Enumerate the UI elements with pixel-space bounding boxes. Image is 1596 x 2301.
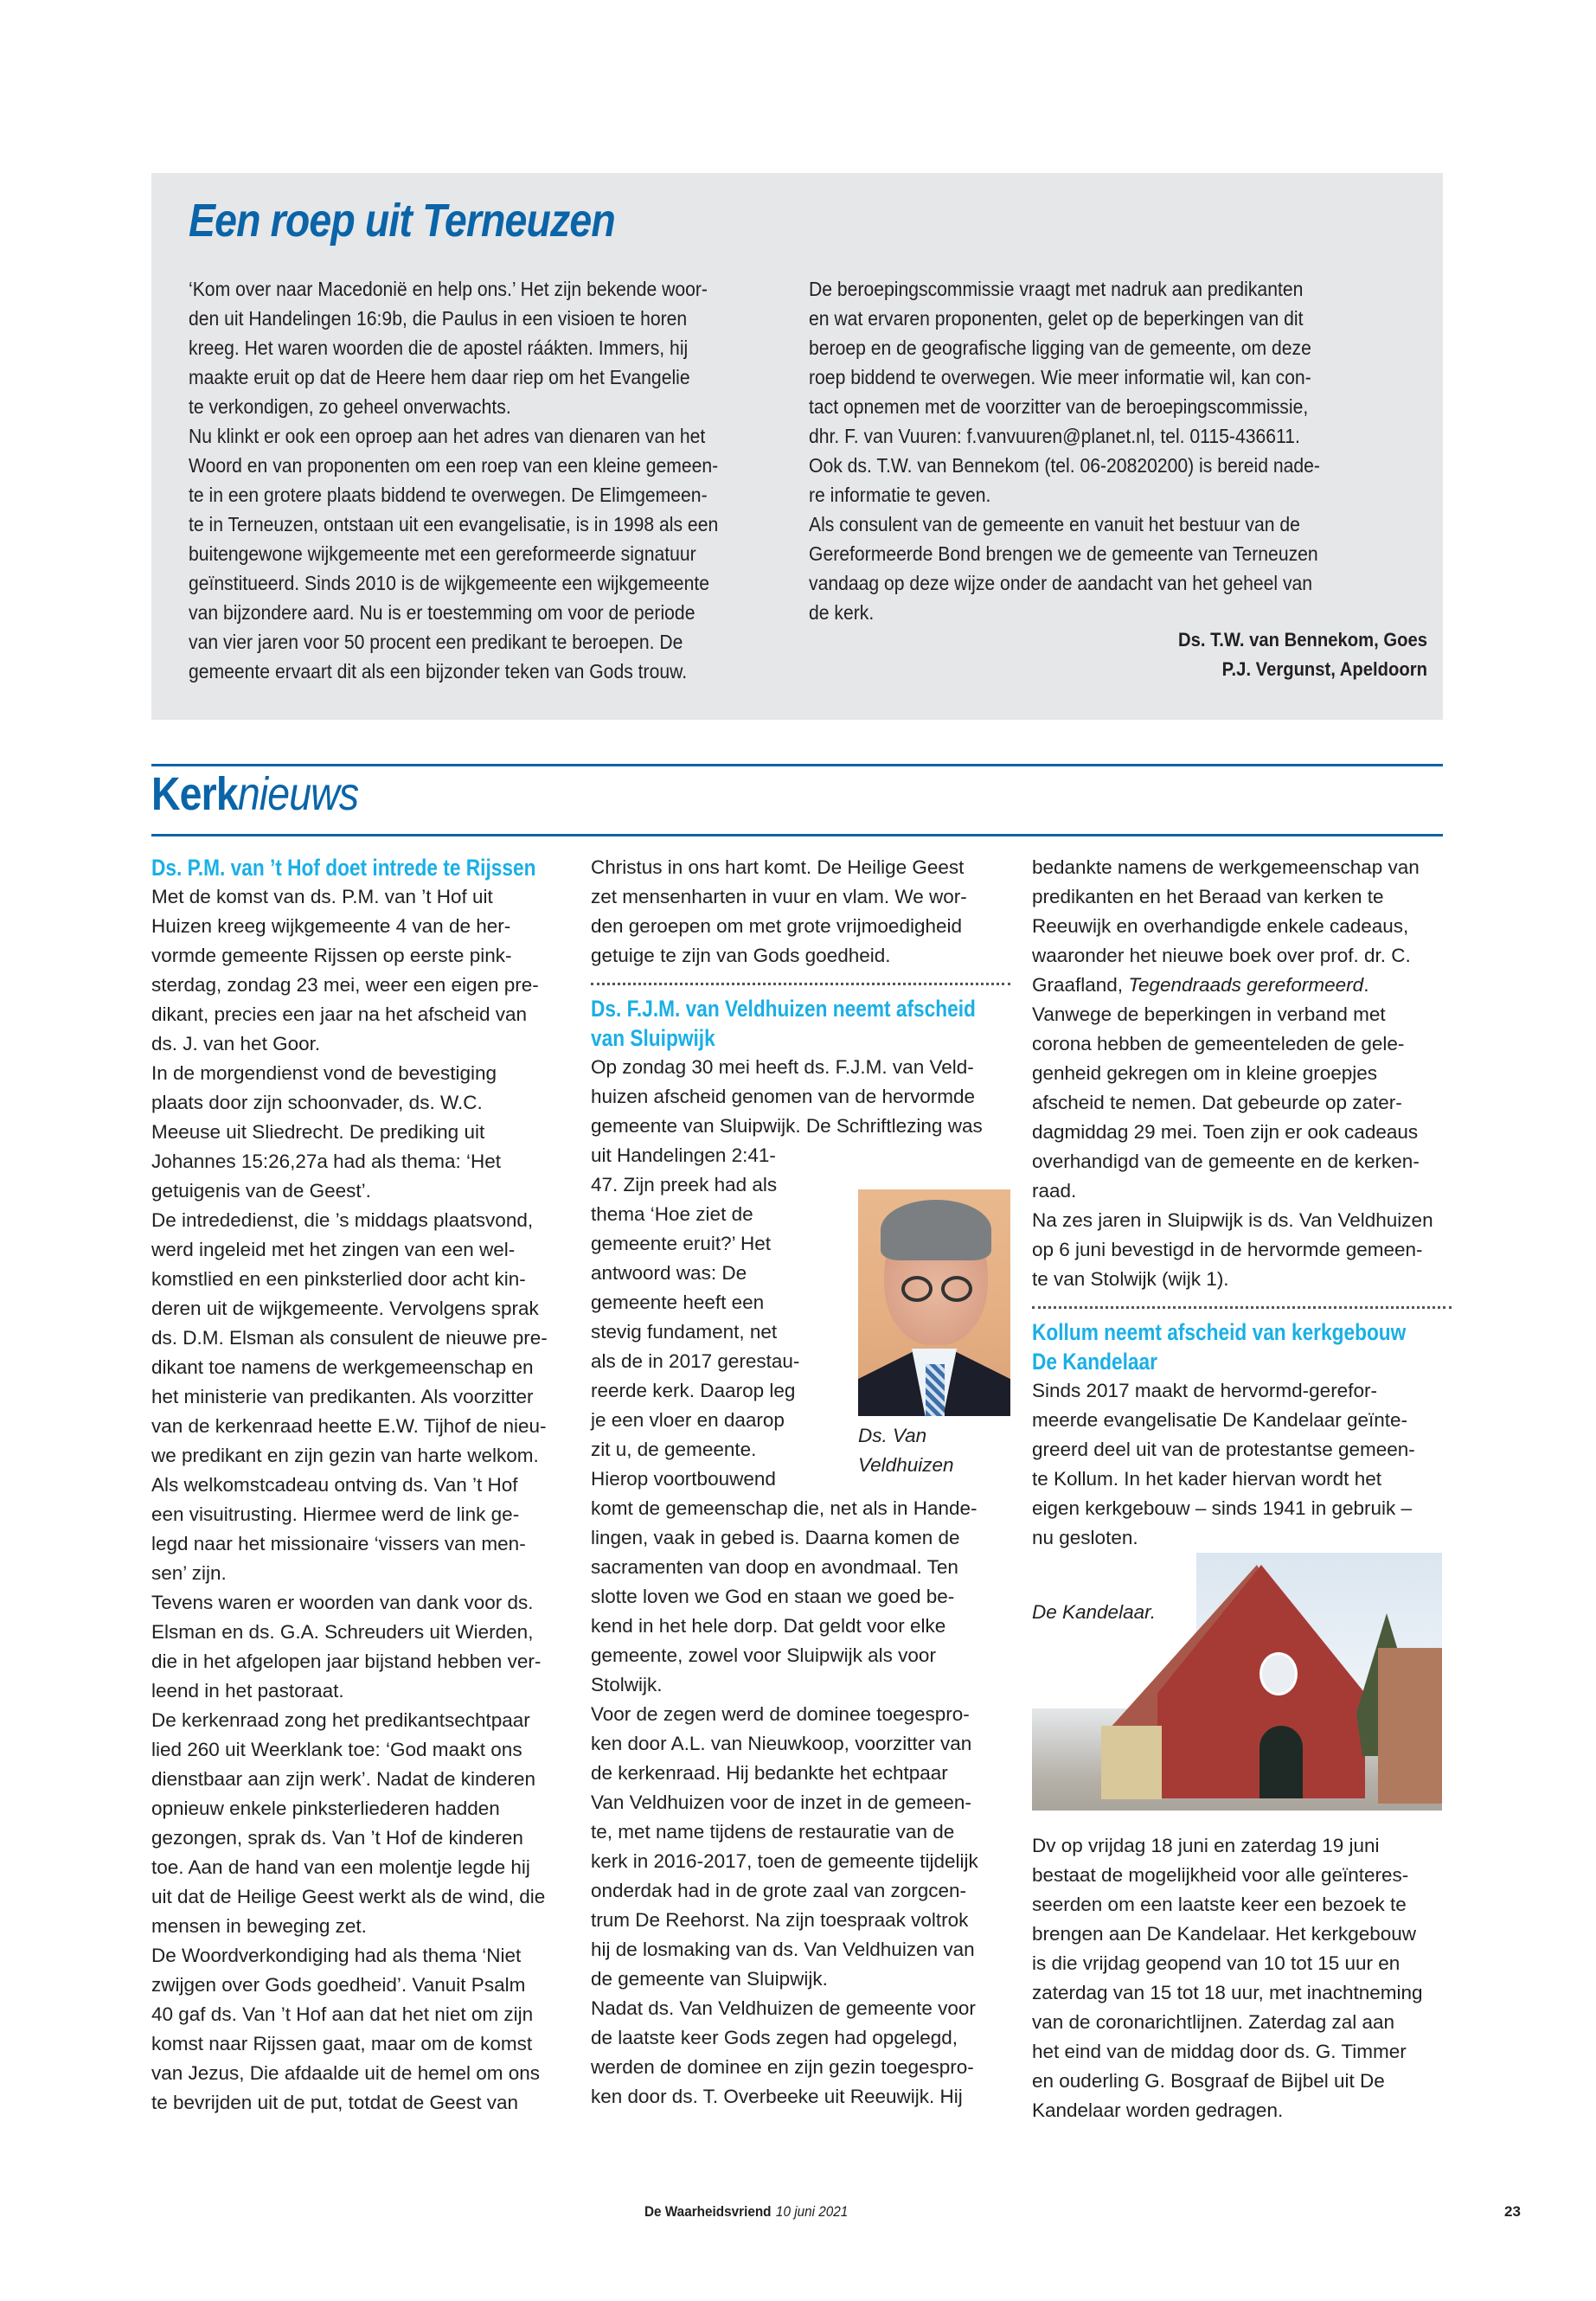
text-line: zet mensenharten in vuur en vlam. We wor- — [591, 886, 967, 907]
church-photo — [1032, 1553, 1442, 1811]
text-line: ds. J. van het Goor. — [151, 1033, 321, 1054]
text-line: te, met name tijdens de restauratie van de — [591, 1821, 955, 1843]
text-line: seerden om een laatste keer een bezoek te — [1032, 1894, 1407, 1915]
dotted-divider-2 — [1032, 1306, 1452, 1309]
article-body-kollum — [1032, 1831, 1452, 2125]
text-line: uit Handelingen 2:41- — [591, 1144, 776, 1166]
text-line: de kerk. — [809, 601, 875, 624]
text-line: Ook ds. T.W. van Bennekom (tel. 06-20820200) is bereid nade- — [809, 454, 1320, 477]
text-line: werden de dominee en zijn gezin toegespro- — [591, 2056, 974, 2078]
text-line: hij de losmaking van ds. Van Veldhuizen van — [591, 1939, 975, 1960]
text-line: De Kandelaar — [1032, 1349, 1157, 1375]
text-line: reerde kerk. Daarop leg — [591, 1380, 796, 1401]
text-line: van Sluipwijk — [591, 1025, 715, 1051]
text-line: greerd deel uit van de protestantse gemeen- — [1032, 1439, 1415, 1460]
article-body-hof-continued — [591, 853, 1010, 971]
text-line: onderdak had in de grote zaal van zorgcen- — [591, 1880, 967, 1901]
text-line: gezongen, sprak ds. Van ’t Hof de kinderen — [151, 1827, 523, 1849]
portrait-glasses-left — [901, 1276, 933, 1302]
text-line: komt de gemeenschap die, net als in Hande- — [591, 1497, 977, 1519]
text-line: roep biddend te overwegen. Wie meer informatie wil, kan con- — [809, 366, 1311, 388]
text-line: ‘Kom over naar Macedonië en help ons.’ Het zijn bekende woor- — [189, 278, 708, 300]
text-line: overhandigd van de gemeente en de kerken- — [1032, 1150, 1420, 1172]
column-2 — [591, 853, 1010, 2112]
text-line: Voor de zegen werd de dominee toegespro- — [591, 1703, 970, 1725]
text-line: sen’ zijn. — [151, 1562, 227, 1584]
text-line: Als welkomstcadeau ontving ds. Van ’t Hof — [151, 1474, 518, 1496]
text-line: raad. — [1032, 1180, 1077, 1202]
portrait-caption — [858, 1421, 1010, 1480]
text-line: De kerkenraad zong het predikantsechtpaar — [151, 1709, 530, 1731]
text-line: ds. D.M. Elsman als consulent de nieuwe pre- — [151, 1327, 548, 1349]
text-line: stevig fundament, net — [591, 1321, 778, 1343]
text-line: en ouderling G. Bosgraaf de Bijbel uit De — [1032, 2070, 1385, 2092]
text-line: mensen in beweging zet. — [151, 1915, 367, 1937]
text-line: dagmiddag 29 mei. Toen zijn er ook cadeaus — [1032, 1121, 1419, 1143]
text-line: 47. Zijn preek had als — [591, 1174, 778, 1195]
text-line: gemeente ervaart dit als een bijzonder teken van Gods trouw. — [189, 660, 688, 683]
text-line: je een vloer en daarop — [591, 1409, 785, 1431]
text-line: kerk in 2016-2017, toen de gemeente tijdelijk — [591, 1850, 978, 1872]
text-line: te Kollum. In het kader hiervan wordt het — [1032, 1468, 1381, 1490]
text-line: het eind van de middag door ds. G. Timmer — [1032, 2041, 1407, 2062]
book-title: Tegendraads gereformeerd — [1128, 974, 1364, 996]
page-number: 23 — [1504, 2203, 1521, 2220]
text-line: De beroepingscommissie vraagt met nadruk aan predikanten — [809, 278, 1304, 300]
text-line: Na zes jaren in Sluipwijk is ds. Van Veldhuizen — [1032, 1209, 1433, 1231]
text-line: ken door A.L. van Nieuwkoop, voorzitter van — [591, 1733, 972, 1754]
portrait-tie — [926, 1364, 945, 1416]
text-line: kreeg. Het waren woorden die de apostel ráákten. Immers, hij — [189, 336, 689, 359]
text-line: gemeente van Sluipwijk. De Schriftlezing was — [591, 1115, 983, 1137]
text-line: waaronder het nieuwe boek over prof. dr. C. — [1032, 945, 1411, 966]
call-box — [151, 173, 1443, 720]
text-line: den uit Handelingen 16:9b, die Paulus in een visioen te horen — [189, 307, 688, 330]
text-line: slotte loven we God en staan we goed be- — [591, 1586, 955, 1607]
book-prefix: Graafland, — [1032, 974, 1129, 996]
text-line: te in een grotere plaats biddend te overwegen. De Elimgemeen- — [189, 484, 708, 506]
text-line: tact opnemen met de voorzitter van de beroepingscommissie, — [809, 395, 1309, 418]
text-line: op 6 juni bevestigd in de hervormde gemeen- — [1032, 1239, 1423, 1260]
text-line: van Jezus, Die afdaalde uit de hemel om ons — [151, 2062, 541, 2084]
box-left-column — [189, 274, 796, 686]
text-line: Sinds 2017 maakt de hervormd-gerefor- — [1032, 1380, 1377, 1401]
church-round-window — [1259, 1652, 1298, 1695]
church-caption: De Kandelaar. — [1032, 1601, 1157, 1623]
church-side-wall — [1101, 1726, 1162, 1799]
text-line: werd ingeleid met het zingen van een wel- — [151, 1239, 516, 1260]
text-line: De intrededienst, die ’s middags plaatsvond, — [151, 1209, 534, 1231]
section-rule-bottom — [151, 834, 1443, 836]
text-line: zwijgen over Gods goedheid’. Vanuit Psalm — [151, 1974, 526, 1996]
text-line: lingen, vaak in gebed is. Daarna komen de — [591, 1527, 960, 1548]
text-line: Ds. Van — [858, 1425, 927, 1446]
text-line: meerde evangelisatie De Kandelaar geïnte- — [1032, 1409, 1408, 1431]
text-line: dienstbaar aan zijn werk’. Nadat de kinderen — [151, 1768, 536, 1790]
article-body-hof — [151, 882, 571, 2118]
text-line: is die vrijdag geopend van 10 tot 15 uur en — [1032, 1952, 1401, 1974]
text-line: Als consulent van de gemeente en vanuit het bestuur van de — [809, 513, 1300, 535]
text-line: te bevrijden uit de put, totdat de Geest van — [151, 2092, 519, 2113]
publication-date: 10 juni 2021 — [775, 2203, 849, 2220]
portrait-figure — [839, 1170, 1010, 1494]
text-line: zaterdag van 15 tot 18 uur, met inachtneming — [1032, 1982, 1423, 2003]
box-right-column — [809, 274, 1424, 627]
text-line: Van Veldhuizen voor de inzet in de gemeen- — [591, 1791, 971, 1813]
text-line: Stolwijk. — [591, 1674, 663, 1695]
text-line: de kerkenraad. Hij bedankte het echtpaar — [591, 1762, 948, 1784]
text-line: ken door ds. T. Overbeeke uit Reeuwijk. Hij — [591, 2086, 963, 2107]
text-line: die in het afgelopen jaar bijstand hebben ver- — [151, 1650, 542, 1672]
text-line: deren uit de wijkgemeente. Vervolgens sprak — [151, 1298, 539, 1319]
text-line: De Woordverkondiging had als thema ‘Niet — [151, 1945, 522, 1966]
text-line: nu gesloten. — [1032, 1527, 1138, 1548]
text-line: afscheid te nemen. Dat gebeurde op zater- — [1032, 1092, 1402, 1113]
text-line: opnieuw enkele pinksterliederen hadden — [151, 1798, 500, 1819]
text-line: maakte eruit op dat de Heere hem daar riep om het Evangelie — [189, 366, 690, 388]
text-line: huizen afscheid genomen van de hervormde — [591, 1086, 976, 1107]
text-line: kend in het hele dorp. Dat geldt voor elke — [591, 1615, 946, 1637]
text-line: Ds. F.J.M. van Veldhuizen neemt afscheid — [591, 996, 976, 1022]
text-line: zit u, de gemeente. — [591, 1439, 757, 1460]
text-line: Hierop voortbouwend — [591, 1468, 776, 1490]
text-line: re informatie te geven. — [809, 484, 991, 506]
text-line: beroep en de geografische ligging van de gemeente, om deze — [809, 336, 1311, 359]
text-line: te van Stolwijk (wijk 1). — [1032, 1268, 1229, 1290]
article-wrap-text — [591, 1170, 839, 1494]
text-line: gemeente eruit?’ Het — [591, 1233, 772, 1254]
text-line: thema ‘Hoe ziet de — [591, 1203, 753, 1225]
book-line — [1032, 971, 1452, 1000]
portrait-glasses-right — [941, 1276, 972, 1302]
text-line: genheid gekregen om in kleine groepjes — [1032, 1062, 1378, 1084]
text-line: Gereformeerde Bond brengen we de gemeente van Terneuzen — [809, 542, 1318, 565]
publication-name: De Waarheidsvriend — [644, 2203, 772, 2220]
church-figure — [1032, 1553, 1452, 1812]
dotted-divider — [591, 983, 1010, 985]
column-1 — [151, 853, 571, 2118]
book-suffix: . — [1363, 974, 1369, 996]
section-title — [151, 767, 358, 821]
article-intro-kollum — [1032, 1376, 1452, 1553]
text-line: Johannes 15:26,27a had als thema: ‘Het — [151, 1150, 502, 1172]
text-line: bestaat de mogelijkheid voor alle geïnteres- — [1032, 1864, 1409, 1886]
text-line: legd naar het missionaire ‘vissers van men- — [151, 1533, 526, 1554]
text-line: Huizen kreeg wijkgemeente 4 van de her- — [151, 915, 511, 937]
text-line: Op zondag 30 mei heeft ds. F.J.M. van Veld- — [591, 1056, 974, 1078]
section-title-bold: Kerk — [151, 768, 238, 820]
neighbor-wall — [1378, 1648, 1442, 1804]
text-line: den geroepen om met grote vrijmoedigheid — [591, 915, 963, 937]
text-line: dhr. F. van Vuuren: f.vanvuuren@planet.nl, tel. 0115-436611. — [809, 425, 1300, 447]
text-line: Christus in ons hart komt. De Heilige Geest — [591, 856, 965, 878]
text-line: van de coronarichtlijnen. Zaterdag zal aan — [1032, 2011, 1395, 2033]
box-title: Een roep uit Terneuzen — [189, 195, 615, 247]
portrait-hair — [881, 1200, 991, 1260]
text-line: te verkondigen, zo geheel onverwachts. — [189, 395, 511, 418]
text-line: uit dat de Heilige Geest werkt als de wind, die — [151, 1886, 546, 1907]
section-rule-top — [151, 764, 1443, 766]
text-line: brengen aan De Kandelaar. Het kerkgebouw — [1032, 1923, 1417, 1945]
article-headline-veldhuizen — [591, 994, 976, 1053]
article-body-veldhuizen-cont — [1032, 853, 1452, 971]
text-line: predikanten en het Beraad van kerken te — [1032, 886, 1384, 907]
text-line: komst naar Rijssen gaat, maar om de komst — [151, 2033, 533, 2054]
text-line: dikant, precies een jaar na het afscheid van — [151, 1003, 528, 1025]
text-line: Reeuwijk en overhandigde enkele cadeaus, — [1032, 915, 1409, 937]
text-line: Woord en van proponenten om een roep van een kleine gemeen- — [189, 454, 719, 477]
text-line: vandaag op deze wijze onder de aandacht van het geheel van — [809, 572, 1313, 594]
text-line: de laatste keer Gods zegen had opgelegd, — [591, 2027, 958, 2048]
text-line: sterdag, zondag 23 mei, weer een eigen pre- — [151, 974, 539, 996]
photo-wrap-row — [591, 1170, 1010, 1494]
signature-2: P.J. Vergunst, Apeldoorn — [1221, 658, 1427, 680]
article-headline-hof: Ds. P.M. van ’t Hof doet intrede te Rijssen — [151, 855, 536, 881]
text-line: van bijzondere aard. Nu is er toestemming om voor de periode — [189, 601, 695, 624]
text-line: Nu klinkt er ook een oproep aan het adres van dienaren van het — [189, 425, 706, 447]
article-headline-kollum — [1032, 1317, 1407, 1376]
text-line: plaats door zijn schoonvader, ds. W.C. — [151, 1092, 483, 1113]
text-line: In de morgendienst vond de bevestiging — [151, 1062, 497, 1084]
text-line: Nadat ds. Van Veldhuizen de gemeente voor — [591, 1997, 976, 2019]
text-line: leend in het pastoraat. — [151, 1680, 344, 1702]
text-line: gemeente heeft een — [591, 1292, 765, 1313]
signatures — [1157, 625, 1427, 684]
text-line: corona hebben de gemeenteleden de gele- — [1032, 1033, 1405, 1054]
text-line: te in Terneuzen, ontstaan uit een evangelisatie, is in 1998 als een — [189, 513, 719, 535]
text-line: vormde gemeente Rijssen op eerste pink- — [151, 945, 512, 966]
text-line: we predikant en zijn gezin van harte welkom. — [151, 1445, 539, 1466]
section-title-italic: nieuws — [237, 768, 359, 820]
text-line: getuige te zijn van Gods goedheid. — [591, 945, 891, 966]
text-line: komstlied en een pinksterlied door acht kin- — [151, 1268, 526, 1290]
text-line: bedankte namens de werkgemeenschap van — [1032, 856, 1420, 878]
text-line: eigen kerkgebouw – sinds 1941 in gebruik – — [1032, 1497, 1413, 1519]
text-line: Tevens waren er woorden van dank voor ds. — [151, 1592, 534, 1613]
text-line: Kandelaar worden gedragen. — [1032, 2099, 1284, 2121]
text-line: van de kerkenraad heette E.W. Tijhof de nieu- — [151, 1415, 547, 1437]
text-line: Meeuse uit Sliedrecht. De prediking uit — [151, 1121, 485, 1143]
text-line: gemeente, zowel voor Sluipwijk als voor — [591, 1644, 936, 1666]
signature-1: Ds. T.W. van Bennekom, Goes — [1178, 629, 1427, 651]
text-line: en wat ervaren proponenten, gelet op de beperkingen van dit — [809, 307, 1304, 330]
text-line: het ministerie van predikanten. Als voorzitter — [151, 1386, 534, 1407]
text-line: getuigenis van de Geest’. — [151, 1180, 371, 1202]
text-line: 40 gaf ds. Van ’t Hof aan dat het niet om zijn — [151, 2003, 534, 2025]
text-line: Dv op vrijdag 18 juni en zaterdag 19 juni — [1032, 1835, 1380, 1856]
text-line: Veldhuizen — [858, 1454, 954, 1476]
article-intro-veldhuizen — [591, 1053, 1010, 1170]
text-line: toe. Aan de hand van een molentje legde hij — [151, 1856, 530, 1878]
text-line: van vier jaren voor 50 procent een predikant te beroepen. De — [189, 631, 683, 653]
text-line: Kollum neemt afscheid van kerkgebouw — [1032, 1319, 1407, 1345]
text-line: de gemeente van Sluipwijk. — [591, 1968, 828, 1990]
article-body-veldhuizen-end — [1032, 1000, 1452, 1294]
text-line: Met de komst van ds. P.M. van ’t Hof uit — [151, 886, 493, 907]
text-line: een visuitrusting. Hiermee werd de link ge- — [151, 1503, 520, 1525]
text-line: als de in 2017 gerestau- — [591, 1350, 800, 1372]
text-line: dikant toe namens de werkgemeenschap en — [151, 1356, 534, 1378]
column-3 — [1032, 853, 1452, 2125]
text-line: sacramenten van doop en avondmaal. Ten — [591, 1556, 958, 1578]
text-line: Vanwege de beperkingen in verband met — [1032, 1003, 1386, 1025]
text-line: antwoord was: De — [591, 1262, 747, 1284]
text-line: Elsman en ds. G.A. Schreuders uit Wierden, — [151, 1621, 534, 1643]
article-body-veldhuizen — [591, 1494, 1010, 2112]
text-line: geïnstitueerd. Sinds 2010 is de wijkgemeente een wijkgemeente — [189, 572, 709, 594]
text-line: buitengewone wijkgemeente met een gereformeerde signatuur — [189, 542, 696, 565]
footer-publication — [644, 2203, 848, 2221]
text-line: lied 260 uit Weerklank toe: ‘God maakt ons — [151, 1739, 522, 1760]
text-line: trum De Reehorst. Na zijn toespraak voltrok — [591, 1909, 969, 1931]
portrait-photo — [858, 1189, 1010, 1416]
church-door — [1259, 1726, 1303, 1798]
